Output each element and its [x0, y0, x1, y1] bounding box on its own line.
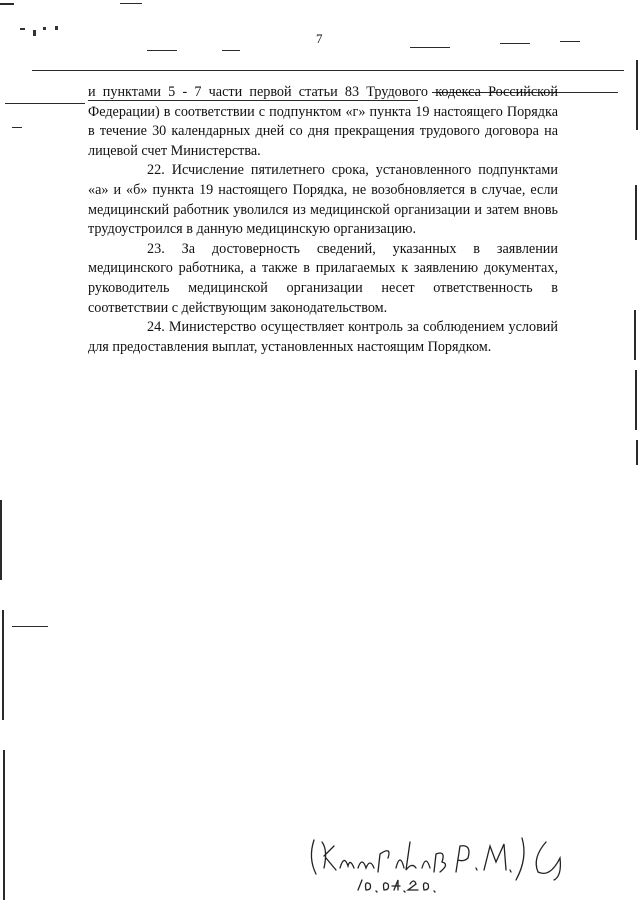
scan-artifact-left-tick — [12, 626, 48, 627]
scan-artifact-long-line — [32, 70, 624, 71]
scan-artifact-right-edge — [635, 370, 637, 430]
scan-artifact-mark — [55, 26, 58, 30]
scan-artifact-top — [120, 3, 142, 4]
scan-artifact-strike-line — [5, 103, 85, 104]
scan-artifact-left-edge — [3, 750, 5, 900]
paragraph-23: 23. За достоверность сведений, указанных в заявлении медицинского работника, а также в прилагаемых к заявлению документах, руководитель медицинской организации несет ответственность в соответствии с действующим законодательством. — [88, 240, 558, 316]
scan-artifact-top-left — [0, 3, 14, 5]
scan-artifact-left-edge — [2, 610, 4, 720]
paragraph-24: 24. Министерство осуществляет контроль за соблюдением условий для предоставления выплат, установленных настоящим Порядком. — [88, 319, 558, 355]
scan-artifact-right-edge — [636, 60, 638, 130]
page-number: 7 — [316, 31, 323, 46]
handwritten-signature — [300, 828, 570, 898]
scan-artifact-right-edge — [636, 440, 638, 465]
scan-artifact-dashes — [410, 47, 450, 48]
scan-artifact-left-edge — [0, 500, 2, 580]
scan-artifact-mark — [20, 28, 25, 30]
scan-artifact-right-edge — [634, 310, 636, 360]
scan-artifact-dashes — [500, 43, 530, 44]
signature-drawing — [300, 828, 570, 898]
scan-artifact-dashes — [147, 50, 177, 51]
scan-artifact-right-edge — [635, 185, 637, 240]
scan-artifact-left-tick — [12, 127, 22, 128]
scan-artifact-mark — [33, 30, 36, 36]
scan-artifact-dashes — [560, 41, 580, 42]
scan-artifact-mark — [43, 27, 46, 30]
paragraph-continuation: и пунктами 5 - 7 части первой статьи 83 Трудового кодекса Российской Федерации) в соответствии с подпунктом «г» пункта 19 настоящего Порядка в течение 30 календарных дней со дня прекращения трудового договора на лицевой счет Министерства. — [88, 84, 558, 159]
scan-artifact-dashes — [222, 50, 240, 51]
document-body — [88, 83, 558, 357]
paragraph-22: 22. Исчисление пятилетнего срока, установленного подпунктами «а» и «б» пункта 19 настоящего Порядка, не возобновляется в случае, если медицинский работник уволился из медицинской организации и затем вновь трудоустроился в данную медицинскую организацию. — [88, 162, 558, 238]
